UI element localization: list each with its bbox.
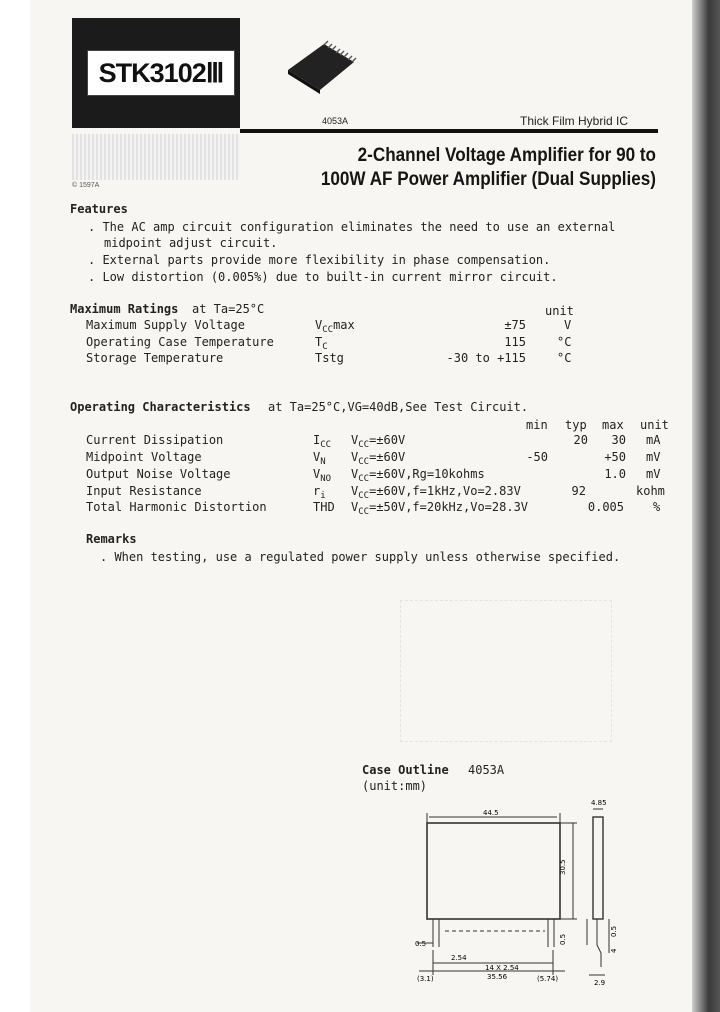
max-row-3-symbol: Tstg bbox=[315, 351, 344, 365]
feature-1: . The AC amp circuit configuration eliminates the need to use an external bbox=[88, 220, 616, 234]
col-max: max bbox=[602, 418, 624, 432]
op-row-4-param: Input Resistance bbox=[86, 484, 202, 498]
case-outline-unit: (unit:mm) bbox=[362, 779, 428, 793]
op-row-5-symbol: THD bbox=[313, 500, 335, 514]
max-ratings-unit-header: unit bbox=[545, 304, 574, 318]
copyright: © 1597A bbox=[72, 182, 100, 189]
op-row-1-param: Current Dissipation bbox=[86, 433, 224, 447]
part-number: STK3102Ⅲ bbox=[98, 57, 224, 88]
dim-thickness: 4.85 bbox=[591, 799, 607, 807]
part-number-label bbox=[87, 50, 235, 96]
op-row-1-typ: 20 bbox=[573, 433, 588, 447]
col-typ: typ bbox=[565, 418, 587, 432]
op-row-5-unit: % bbox=[653, 500, 661, 514]
feature-2: . External parts provide more flexibility in phase compensation. bbox=[88, 253, 551, 267]
col-min: min bbox=[526, 418, 548, 432]
dim-width: 44.5 bbox=[483, 809, 499, 817]
max-row-1-value: ±75 bbox=[504, 318, 526, 332]
dim-pitch: 14 X 2.54 bbox=[485, 964, 519, 972]
max-row-3-param: Storage Temperature bbox=[86, 351, 224, 365]
op-row-1-max: 30 bbox=[611, 433, 626, 447]
title-line-1: 2-Channel Voltage Amplifier for 90 to bbox=[357, 145, 656, 166]
op-row-2-symbol: $V_N$ bbox=[313, 450, 326, 467]
dim-4: 4 bbox=[610, 948, 618, 953]
max-row-2-param: Operating Case Temperature bbox=[86, 335, 274, 349]
max-row-1-unit: V bbox=[564, 318, 572, 332]
max-row-1-param: Maximum Supply Voltage bbox=[86, 318, 245, 332]
op-row-4-unit: kohm bbox=[636, 484, 665, 498]
show-through-box bbox=[400, 600, 612, 742]
remarks-heading: Remarks bbox=[86, 532, 137, 546]
max-row-3-unit: °C bbox=[557, 351, 572, 365]
op-row-2-unit: mV bbox=[646, 450, 661, 464]
dim-5-74: (5.74) bbox=[537, 975, 559, 983]
op-row-5-param: Total Harmonic Distortion bbox=[86, 500, 267, 514]
case-outline-heading: Case Outline bbox=[362, 763, 449, 777]
dim-0-5b: 0.5 bbox=[559, 933, 567, 945]
op-row-1-condition: $V_{CC}=\pm 60V$ bbox=[351, 433, 406, 450]
op-char-heading: Operating Characteristics bbox=[70, 400, 251, 414]
dim-2-54: 2.54 bbox=[451, 954, 467, 962]
op-row-4-symbol: $r_i$ bbox=[313, 484, 326, 501]
case-outline-drawing bbox=[405, 795, 630, 990]
document-title bbox=[301, 144, 656, 192]
dim-3-1: (3.1) bbox=[417, 975, 434, 983]
op-row-3-max: 1.0 bbox=[604, 467, 626, 481]
case-outline-code: 4053A bbox=[468, 763, 505, 777]
scan-edge bbox=[692, 0, 720, 1012]
op-row-5-typ: 0.005 bbox=[587, 500, 624, 514]
max-ratings-heading: Maximum Ratings bbox=[70, 302, 179, 316]
category-label: Thick Film Hybrid IC bbox=[520, 114, 629, 128]
max-ratings-condition: at Ta=25°C bbox=[192, 302, 265, 316]
op-char-condition: at Ta=25°C,VG=40dB,See Test Circuit. bbox=[268, 400, 529, 414]
hatched-band bbox=[72, 134, 240, 180]
dim-0-5: 0.5 bbox=[415, 940, 427, 948]
remarks-text: . When testing, use a regulated power supply unless otherwise specified. bbox=[100, 550, 621, 564]
op-row-1-symbol: $I_{CC}$ bbox=[313, 433, 332, 450]
header-rule bbox=[240, 129, 658, 133]
op-row-2-param: Midpoint Voltage bbox=[86, 450, 202, 464]
dim-height: 30.5 bbox=[559, 859, 567, 875]
op-row-4-condition: $V_{CC}=\pm 60V,f=1kHz,Vo=2.83V$ bbox=[351, 484, 521, 501]
max-row-2-symbol: $T_C$ bbox=[315, 335, 328, 352]
col-unit: unit bbox=[640, 418, 669, 432]
op-row-4-typ: 92 bbox=[571, 484, 586, 498]
max-row-3-value: -30 to +115 bbox=[446, 351, 526, 365]
dim-35-56: 35.56 bbox=[487, 973, 508, 981]
max-row-1-symbol: $V_{CC}\max$ bbox=[315, 318, 355, 335]
title-line-2: 100W AF Power Amplifier (Dual Supplies) bbox=[320, 169, 656, 190]
op-row-3-unit: mV bbox=[646, 467, 661, 481]
op-row-1-unit: mA bbox=[646, 433, 661, 447]
op-row-2-max: +50 bbox=[604, 450, 626, 464]
op-row-2-condition: $V_{CC}=\pm 60V$ bbox=[351, 450, 406, 467]
max-row-2-value: 115 bbox=[504, 335, 526, 349]
op-row-3-condition: $V_{CC}=\pm 60V,Rg=10kohms$ bbox=[351, 467, 485, 484]
op-row-3-symbol: $V_{NO}$ bbox=[313, 467, 332, 484]
feature-3: . Low distortion (0.005%) due to built-in current mirror circuit. bbox=[88, 270, 558, 284]
package-photo bbox=[284, 40, 358, 96]
max-row-2-unit: °C bbox=[557, 335, 572, 349]
features-heading: Features bbox=[70, 202, 128, 216]
op-row-5-condition: $V_{CC}=\pm 50V,f=20kHz,Vo=28.3V$ bbox=[351, 500, 529, 517]
package-code: 4053A bbox=[322, 116, 349, 126]
op-row-3-param: Output Noise Voltage bbox=[86, 467, 231, 481]
dim-0-5c: 0.5 bbox=[610, 925, 618, 937]
dim-2-9: 2.9 bbox=[594, 979, 606, 987]
feature-1-cont: midpoint adjust circuit. bbox=[104, 236, 278, 250]
op-row-2-min: -50 bbox=[526, 450, 548, 464]
